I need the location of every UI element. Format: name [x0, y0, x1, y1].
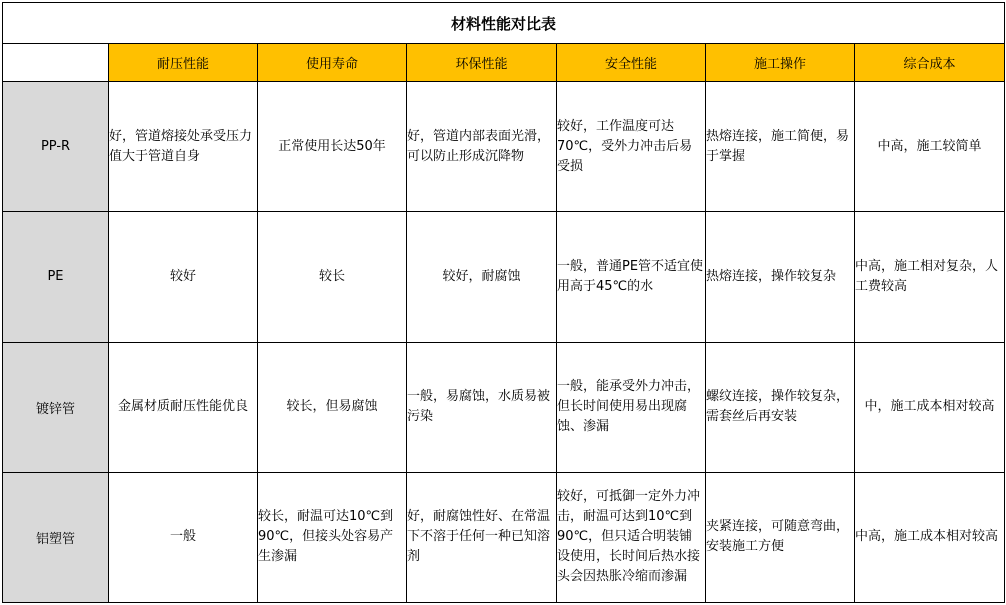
table-cell: 中高，施工较简单: [855, 82, 1005, 212]
header-corner: [3, 44, 109, 82]
table-row: [3, 82, 1005, 212]
table-cell: 一般，能承受外力冲击，但长时间使用易出现腐蚀、渗漏: [557, 342, 706, 472]
table-cell: 较长: [258, 212, 407, 342]
table-cell: 热熔连接，操作较复杂: [706, 212, 855, 342]
table-row: [3, 342, 1005, 472]
table-row: [3, 472, 1005, 602]
table-row: [3, 212, 1005, 342]
table-cell: 好，耐腐蚀性好、在常温下不溶于任何一种已知溶剂: [407, 472, 557, 602]
table-cell: 螺纹连接，操作较复杂，需套丝后再安装: [706, 342, 855, 472]
column-header-pressure: 耐压性能: [109, 44, 258, 82]
table-cell: 热熔连接，施工简便，易于掌握: [706, 82, 855, 212]
row-label-aluminum-plastic: 铝塑管: [3, 472, 109, 602]
table-cell: 好，管道熔接处承受压力值大于管道自身: [109, 82, 258, 212]
column-header-cost: 综合成本: [855, 44, 1005, 82]
table-cell: 好，管道内部表面光滑，可以防止形成沉降物: [407, 82, 557, 212]
column-header-safety: 安全性能: [557, 44, 706, 82]
column-header-environment: 环保性能: [407, 44, 557, 82]
table-cell: 一般，易腐蚀，水质易被污染: [407, 342, 557, 472]
table-title: 材料性能对比表: [3, 3, 1005, 44]
table-cell: 较好，可抵御一定外力冲击，耐温可达到10℃到90℃，但只适合明装铺设使用，长时间后热水接头会因热胀冷缩而渗漏: [557, 472, 706, 602]
table-cell: 一般: [109, 472, 258, 602]
row-label-galvanized: 镀锌管: [3, 342, 109, 472]
table-cell: 金属材质耐压性能优良: [109, 342, 258, 472]
row-label-pe: PE: [3, 212, 109, 342]
table-cell: 较好，工作温度可达70℃，受外力冲击后易受损: [557, 82, 706, 212]
table-cell: 中高，施工相对复杂，人工费较高: [855, 212, 1005, 342]
table-cell: 较好，耐腐蚀: [407, 212, 557, 342]
table-cell: 较好: [109, 212, 258, 342]
table-cell: 中高，施工成本相对较高: [855, 472, 1005, 602]
table-cell: 中，施工成本相对较高: [855, 342, 1005, 472]
table-cell: 较长，但易腐蚀: [258, 342, 407, 472]
column-header-installation: 施工操作: [706, 44, 855, 82]
table-cell: 一般，普通PE管不适宜使用高于45℃的水: [557, 212, 706, 342]
table-cell: 较长，耐温可达10℃到90℃，但接头处容易产生渗漏: [258, 472, 407, 602]
table-cell: 正常使用长达50年: [258, 82, 407, 212]
table-cell: 夹紧连接，可随意弯曲，安装施工方便: [706, 472, 855, 602]
column-header-lifespan: 使用寿命: [258, 44, 407, 82]
row-label-ppr: PP-R: [3, 82, 109, 212]
comparison-table: [2, 2, 1005, 603]
